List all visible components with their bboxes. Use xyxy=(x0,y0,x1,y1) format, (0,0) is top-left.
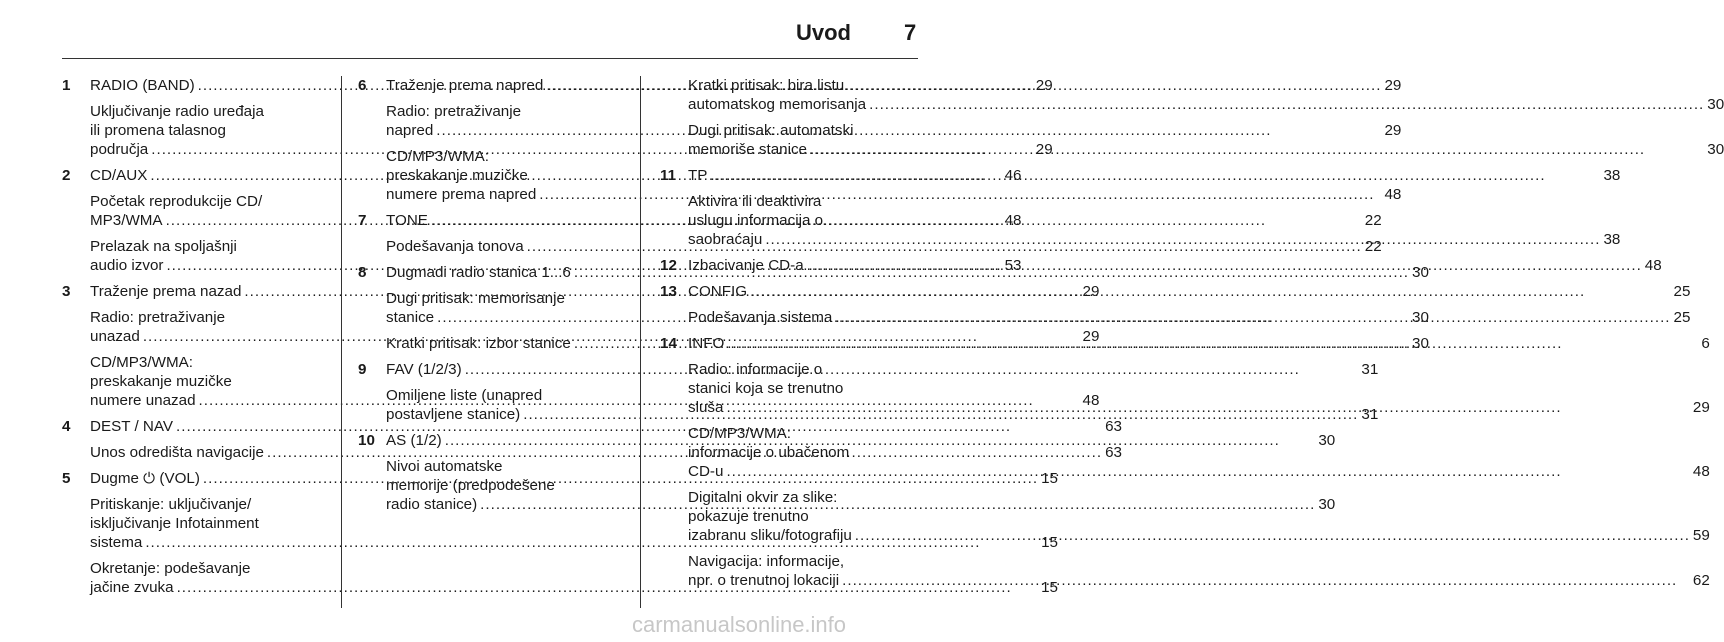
entry-text: CD-u xyxy=(688,463,724,480)
entry-text: izabranu sliku/fotografiju xyxy=(688,527,852,544)
entry-text: napred xyxy=(386,122,434,139)
page-ref: 29 xyxy=(1035,77,1053,94)
sub-entry-link[interactable] xyxy=(688,308,1690,327)
item-number: 3 xyxy=(62,283,71,300)
item-number: 11 xyxy=(660,167,677,184)
entry-text: CD/AUX xyxy=(90,167,148,184)
sub-entry-line: Početak reprodukcije CD/ xyxy=(90,193,263,210)
entry-text: numere prema napred xyxy=(386,186,537,203)
item-number: 4 xyxy=(62,418,71,435)
entry-body xyxy=(688,256,1662,275)
toc-link[interactable] xyxy=(688,334,1710,353)
entry-body xyxy=(688,166,1620,249)
page-ref: 31 xyxy=(1361,406,1379,423)
sub-entry-line: informacije o ubačenom xyxy=(688,444,850,461)
entry-text: DEST / NAV xyxy=(90,418,173,435)
entry-text: radio stanice) xyxy=(386,496,478,513)
sub-entry-line: preskakanje muzičke xyxy=(90,373,232,390)
column-divider xyxy=(640,76,641,608)
page-ref: 29 xyxy=(1692,399,1710,416)
page-ref: 38 xyxy=(1603,167,1621,184)
item-number: 8 xyxy=(358,264,367,281)
sub-entry-line: preskakanje muzičke xyxy=(386,167,528,184)
entry-text: Kratki pritisak: izbor stanice xyxy=(386,335,571,352)
page-ref: 30 xyxy=(1707,96,1724,113)
dot-leader xyxy=(750,282,1670,301)
entry-text: jačine zvuka xyxy=(90,579,174,596)
item-number: 10 xyxy=(358,432,375,449)
page-ref: 30 xyxy=(1707,141,1724,158)
page-ref: 29 xyxy=(1082,283,1100,300)
sub-entry-line: Aktivira ili deaktivira xyxy=(688,193,822,210)
entry-text: sluša xyxy=(688,399,724,416)
dot-leader xyxy=(726,398,1689,417)
sub-entry-line: isključivanje Infotainment xyxy=(90,515,259,532)
entry-body xyxy=(688,334,1710,590)
page-ref: 25 xyxy=(1673,283,1691,300)
dot-leader xyxy=(765,230,1600,249)
page-ref: 31 xyxy=(1361,361,1379,378)
item-number: 2 xyxy=(62,167,71,184)
item-number: 1 xyxy=(62,77,71,94)
sub-entry-link[interactable] xyxy=(688,95,1724,114)
entry-text: TP xyxy=(688,167,708,184)
page-ref: 30 xyxy=(1412,309,1429,326)
page-ref: 53 xyxy=(1004,257,1022,274)
entry-text: numere unazad xyxy=(90,392,196,409)
page-ref: 38 xyxy=(1603,231,1621,248)
page-ref: 25 xyxy=(1673,309,1691,326)
page-ref: 29 xyxy=(1384,122,1402,139)
page-title: Uvod xyxy=(796,20,851,45)
sub-entry-line: Pritiskanje: uključivanje/ xyxy=(90,496,252,513)
page-ref: 6 xyxy=(1701,335,1710,352)
entry-text: područja xyxy=(90,141,149,158)
entry-text: MP3/WMA xyxy=(90,212,163,229)
entry-text: CONFIG xyxy=(688,283,748,300)
sub-entry-line: Omiljene liste (unapred xyxy=(386,387,543,404)
dot-leader xyxy=(855,526,1690,545)
item-number: 5 xyxy=(62,470,71,487)
entry-text: TONE xyxy=(386,212,428,229)
toc-link[interactable] xyxy=(688,166,1620,185)
page-ref: 15 xyxy=(1041,579,1058,596)
dot-leader xyxy=(842,571,1690,590)
item-number: 9 xyxy=(358,361,367,378)
sub-entry-line: memorije (predpodešene xyxy=(386,477,555,494)
entry-text: sistema xyxy=(90,534,143,551)
page-ref: 29 xyxy=(1384,77,1402,94)
page-ref: 29 xyxy=(1035,141,1053,158)
item-number: 12 xyxy=(660,257,677,274)
sub-entry xyxy=(688,121,1724,159)
entry-text: FAV (1/2/3) xyxy=(386,361,462,378)
sub-entry-line: Radio: pretraživanje xyxy=(386,103,522,120)
entry-text: postavljene stanice) xyxy=(386,406,521,423)
sub-entry xyxy=(688,552,1710,590)
entry-text: automatskog memorisanja xyxy=(688,96,867,113)
sub-entry xyxy=(688,424,1710,481)
item-number: 6 xyxy=(358,77,367,94)
sub-entry xyxy=(688,360,1710,417)
entry-text: memoriše stanice xyxy=(688,141,808,158)
page-ref: 63 xyxy=(1105,418,1122,435)
entry-text: Traženje prema napred xyxy=(386,77,544,94)
page-ref: 46 xyxy=(1004,167,1022,184)
item-number xyxy=(660,76,688,159)
sub-entry xyxy=(688,192,1620,249)
sub-entry-link[interactable] xyxy=(688,230,1620,249)
entry-text: Podešavanja tonova xyxy=(386,238,524,255)
sub-entry-line: uslugu informacija o xyxy=(688,212,824,229)
sub-entry-line: Nivoi automatske xyxy=(386,458,503,475)
page-ref: 48 xyxy=(1692,463,1710,480)
page-ref: 15 xyxy=(1041,470,1058,487)
item-number: 7 xyxy=(358,212,367,229)
entry-text: AS (1/2) xyxy=(386,432,442,449)
sub-entry-line: Radio: pretraživanje xyxy=(90,309,226,326)
page-ref: 48 xyxy=(1644,257,1662,274)
sub-entry-link[interactable] xyxy=(688,462,1710,481)
dot-leader xyxy=(710,166,1600,185)
sub-entry-line: Uključivanje radio uređaja xyxy=(90,103,264,120)
page-ref: 48 xyxy=(1082,392,1100,409)
entry-text: unazad xyxy=(90,328,140,345)
sub-entry-line: Prelazak na spoljašnji xyxy=(90,238,237,255)
page-ref: 30 xyxy=(1318,496,1336,513)
entry-text: INFO xyxy=(688,335,725,352)
entry-text: audio izvor xyxy=(90,257,164,274)
page-number: 7 xyxy=(904,20,917,45)
sub-entry-line: Okretanje: podešavanje xyxy=(90,560,251,577)
item-number: 14 xyxy=(660,335,677,352)
sub-entry-line: stanici koja se trenutno xyxy=(688,380,844,397)
sub-entry xyxy=(688,308,1690,327)
entry-text: Traženje prema nazad xyxy=(90,283,242,300)
sub-entry-line: CD/MP3/WMA: xyxy=(688,425,791,442)
entry-text: npr. o trenutnoj lokaciji xyxy=(688,572,840,589)
page-ref: 30 xyxy=(1412,264,1429,281)
toc-link[interactable] xyxy=(688,256,1662,275)
entry-text: Podešavanja sistema xyxy=(688,309,833,326)
sub-entry-link[interactable] xyxy=(688,398,1710,417)
sub-entry-line: Dugi pritisak: automatski xyxy=(688,122,854,139)
dot-leader xyxy=(727,334,1698,353)
page-ref: 29 xyxy=(1082,328,1100,345)
sub-entry-line: pokazuje trenutno xyxy=(688,508,809,525)
page-ref: 22 xyxy=(1364,212,1382,229)
sub-entry-line: CD/MP3/WMA: xyxy=(90,354,193,371)
page-ref: 62 xyxy=(1692,572,1710,589)
entry-text: saobraćaju xyxy=(688,231,763,248)
watermark: carmanualsonline.info xyxy=(632,612,847,637)
sub-entry-line: ili promena talasnog xyxy=(90,122,226,139)
page-header xyxy=(0,0,960,60)
entry-text: RADIO (BAND) xyxy=(90,77,195,94)
sub-entry-line: Dugi pritisak: memorisanje xyxy=(386,290,565,307)
sub-entry-link[interactable] xyxy=(688,571,1710,590)
page-ref: 48 xyxy=(1384,186,1402,203)
page-ref: 59 xyxy=(1692,527,1710,544)
page-ref: 30 xyxy=(1318,432,1336,449)
sub-entry xyxy=(688,76,1724,114)
sub-entry-line: Kratki pritisak: bira listu xyxy=(688,77,845,94)
toc-link[interactable] xyxy=(688,282,1690,301)
column-divider xyxy=(341,76,342,608)
entry-body xyxy=(688,76,1724,159)
dot-leader xyxy=(807,256,1642,275)
item-number: 13 xyxy=(660,283,677,300)
sub-entry-link[interactable] xyxy=(688,140,1724,159)
entry-body xyxy=(688,282,1690,327)
page-ref: 30 xyxy=(1412,335,1429,352)
entry-text: Dugme ⏻ (VOL) xyxy=(90,470,200,487)
page-ref: 15 xyxy=(1041,534,1058,551)
dot-leader xyxy=(726,462,1689,481)
header-rule xyxy=(62,58,918,59)
page-ref: 22 xyxy=(1364,238,1382,255)
entry-text: Izbacivanje CD-a xyxy=(688,257,804,274)
sub-entry-line: Digitalni okvir za slike: xyxy=(688,489,838,506)
sub-entry-line: Navigacija: informacije, xyxy=(688,553,845,570)
entry-text: Unos odredišta navigacije xyxy=(90,444,264,461)
entry-text: Dugmadi radio stanica 1...6 xyxy=(386,264,571,281)
sub-entry-line: CD/MP3/WMA: xyxy=(386,148,489,165)
dot-leader xyxy=(869,95,1704,114)
sub-entry xyxy=(688,488,1710,545)
sub-entry-line: Radio: informacije o xyxy=(688,361,823,378)
page-ref: 48 xyxy=(1004,212,1022,229)
entry-text: stanice xyxy=(386,309,435,326)
sub-entry-link[interactable] xyxy=(688,526,1710,545)
dot-leader xyxy=(835,308,1670,327)
dot-leader xyxy=(810,140,1704,159)
page-ref: 63 xyxy=(1105,444,1122,461)
